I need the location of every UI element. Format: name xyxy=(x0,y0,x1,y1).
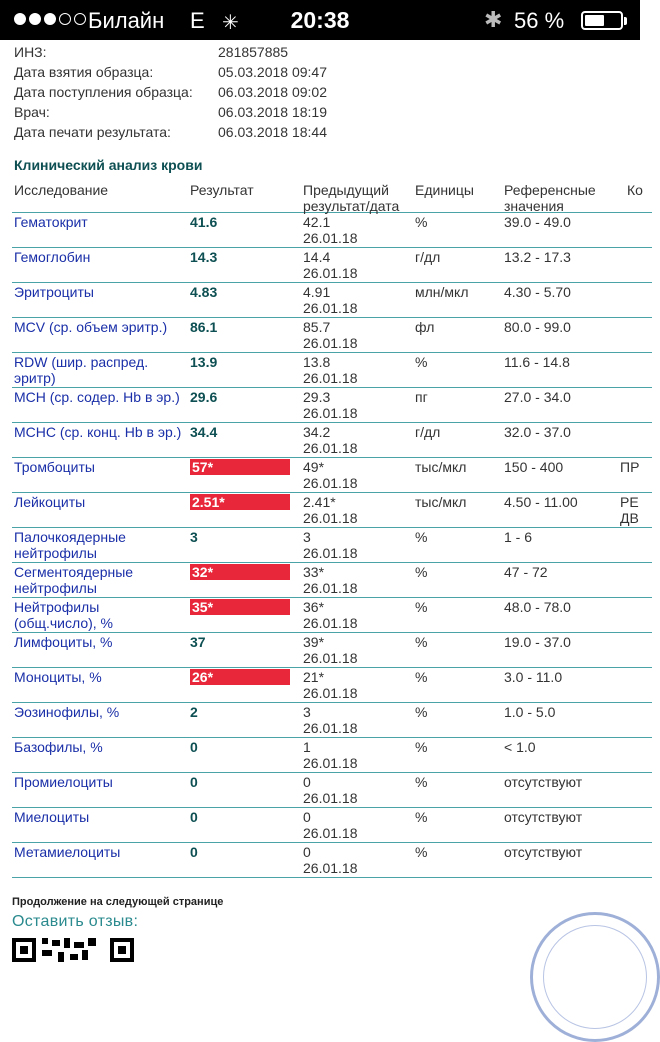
previous-result: 3 26.01.18 xyxy=(303,529,358,561)
battery-percent: 56 % xyxy=(514,8,565,33)
result-value: 35* xyxy=(190,599,290,615)
table-header xyxy=(12,180,652,213)
table-row xyxy=(12,633,652,668)
column-header-previous: Предыдущий результат/дата xyxy=(303,182,400,214)
unit: % xyxy=(415,634,428,650)
test-name-link[interactable]: MCHC (ср. конц. Hb в эр.) xyxy=(14,424,182,440)
table-row xyxy=(12,458,652,493)
unit: % xyxy=(415,774,428,790)
comment: РЕ ДВ xyxy=(620,494,639,526)
previous-result: 0 26.01.18 xyxy=(303,809,358,841)
test-name-link[interactable]: Палочкоядерные нейтрофилы xyxy=(14,529,126,561)
result-value: 32* xyxy=(190,564,290,580)
unit: % xyxy=(415,564,428,580)
battery-icon xyxy=(581,11,623,30)
previous-result: 1 26.01.18 xyxy=(303,739,358,771)
previous-result: 4.91 26.01.18 xyxy=(303,284,358,316)
previous-result: 21* 26.01.18 xyxy=(303,669,358,701)
previous-result: 49* 26.01.18 xyxy=(303,459,358,491)
table-body xyxy=(12,213,652,878)
table-row xyxy=(12,353,652,388)
table-row xyxy=(12,668,652,703)
reference-range: 150 - 400 xyxy=(504,459,564,475)
test-name-link[interactable]: Гемоглобин xyxy=(14,249,91,265)
info-label: Дата поступления образца: xyxy=(14,84,193,100)
test-name-link[interactable]: Миелоциты xyxy=(14,809,90,825)
column-header-comment: Ко xyxy=(627,182,643,198)
comment: ПР xyxy=(620,459,640,475)
results-table xyxy=(12,180,652,878)
unit: млн/мкл xyxy=(415,284,469,300)
unit: тыс/мкл xyxy=(415,494,467,510)
reference-range: отсутствуют xyxy=(504,774,583,790)
test-name-link[interactable]: Базофилы, % xyxy=(14,739,103,755)
info-value: 06.03.2018 18:44 xyxy=(218,124,327,140)
table-row xyxy=(12,703,652,738)
test-name-link[interactable]: MCH (ср. содер. Hb в эр.) xyxy=(14,389,180,405)
previous-result: 14.4 26.01.18 xyxy=(303,249,358,281)
result-value: 86.1 xyxy=(190,319,218,335)
reference-range: 27.0 - 34.0 xyxy=(504,389,571,405)
table-row xyxy=(12,773,652,808)
unit: % xyxy=(415,529,428,545)
reference-range: 80.0 - 99.0 xyxy=(504,319,571,335)
result-value: 34.4 xyxy=(190,424,218,440)
unit: % xyxy=(415,739,428,755)
result-value: 2 xyxy=(190,704,198,720)
table-row xyxy=(12,248,652,283)
test-name-link[interactable]: Тромбоциты xyxy=(14,459,95,475)
test-name-link[interactable]: Эозинофилы, % xyxy=(14,704,120,720)
table-row xyxy=(12,563,652,598)
result-value: 57* xyxy=(190,459,290,475)
result-value: 41.6 xyxy=(190,214,218,230)
result-value: 13.9 xyxy=(190,354,218,370)
info-label: Врач: xyxy=(14,104,50,120)
reference-range: 39.0 - 49.0 xyxy=(504,214,571,230)
table-row xyxy=(12,528,652,563)
unit: % xyxy=(415,844,428,860)
table-row xyxy=(12,493,652,528)
test-name-link[interactable]: Эритроциты xyxy=(14,284,94,300)
result-value: 2.51* xyxy=(190,494,290,510)
info-value: 06.03.2018 18:19 xyxy=(218,104,327,120)
activity-spinner-icon: ✳ xyxy=(222,12,239,34)
table-row xyxy=(12,738,652,773)
previous-result: 85.7 26.01.18 xyxy=(303,319,358,351)
status-bar xyxy=(0,0,640,40)
table-row xyxy=(12,318,652,353)
test-name-link[interactable]: Промиелоциты xyxy=(14,774,113,790)
test-name-link[interactable]: Моноциты, % xyxy=(14,669,102,685)
table-row xyxy=(12,598,652,633)
test-name-link[interactable]: MCV (ср. объем эритр.) xyxy=(14,319,168,335)
table-row xyxy=(12,388,652,423)
test-name-link[interactable]: RDW (шир. распред. эритр) xyxy=(14,354,149,386)
unit: г/дл xyxy=(415,424,441,440)
review-link[interactable]: Оставить отзыв: xyxy=(12,913,139,930)
reference-range: 13.2 - 17.3 xyxy=(504,249,571,265)
reference-range: отсутствуют xyxy=(504,809,583,825)
result-value: 29.6 xyxy=(190,389,218,405)
reference-range: отсутствуют xyxy=(504,844,583,860)
previous-result: 33* 26.01.18 xyxy=(303,564,358,596)
result-value: 26* xyxy=(190,669,290,685)
result-value: 37 xyxy=(190,634,206,650)
network-type: E xyxy=(190,8,205,33)
result-value: 4.83 xyxy=(190,284,218,300)
result-value: 0 xyxy=(190,809,198,825)
unit: % xyxy=(415,809,428,825)
previous-result: 42.1 26.01.18 xyxy=(303,214,358,246)
info-label: ИНЗ: xyxy=(14,44,47,60)
reference-range: 47 - 72 xyxy=(504,564,548,580)
previous-result: 0 26.01.18 xyxy=(303,774,358,806)
info-label: Дата печати результата: xyxy=(14,124,171,140)
table-row xyxy=(12,808,652,843)
test-name-link[interactable]: Метамиелоциты xyxy=(14,844,121,860)
test-name-link[interactable]: Нейтрофилы (общ.число), % xyxy=(14,599,113,631)
unit: г/дл xyxy=(415,249,441,265)
column-header-units: Единицы xyxy=(415,182,474,198)
result-value: 0 xyxy=(190,739,198,755)
reference-range: 19.0 - 37.0 xyxy=(504,634,571,650)
reference-range: 4.30 - 5.70 xyxy=(504,284,571,300)
test-name-link[interactable]: Гематокрит xyxy=(14,214,88,230)
column-header-test: Исследование xyxy=(14,182,109,198)
info-label: Дата взятия образца: xyxy=(14,64,154,80)
clock: 20:38 xyxy=(290,7,350,33)
continuation-note: Продолжение на следующей странице xyxy=(12,896,224,908)
reference-range: 32.0 - 37.0 xyxy=(504,424,571,440)
unit: фл xyxy=(415,319,435,335)
unit: % xyxy=(415,354,428,370)
table-row xyxy=(12,213,652,248)
info-value: 05.03.2018 09:47 xyxy=(218,64,327,80)
result-value: 0 xyxy=(190,844,198,860)
unit: % xyxy=(415,669,428,685)
test-name-link[interactable]: Сегментоядерные нейтрофилы xyxy=(14,564,134,596)
previous-result: 3 26.01.18 xyxy=(303,704,358,736)
previous-result: 39* 26.01.18 xyxy=(303,634,358,666)
reference-range: 1 - 6 xyxy=(504,529,533,545)
unit: пг xyxy=(415,389,428,405)
info-value: 281857885 xyxy=(218,44,289,60)
stamp-seal xyxy=(530,912,660,1042)
previous-result: 36* 26.01.18 xyxy=(303,599,358,631)
info-value: 06.03.2018 09:02 xyxy=(218,84,327,100)
reference-range: 48.0 - 78.0 xyxy=(504,599,571,615)
test-name-link[interactable]: Лимфоциты, % xyxy=(14,634,113,650)
result-value: 14.3 xyxy=(190,249,218,265)
previous-result: 0 26.01.18 xyxy=(303,844,358,876)
result-value: 3 xyxy=(190,529,198,545)
previous-result: 34.2 26.01.18 xyxy=(303,424,358,456)
column-header-reference: Референсные значения xyxy=(504,182,596,214)
table-row xyxy=(12,283,652,318)
carrier-name: Билайн xyxy=(88,8,165,33)
previous-result: 2.41* 26.01.18 xyxy=(303,494,358,526)
unit: % xyxy=(415,214,428,230)
reference-range: 1.0 - 5.0 xyxy=(504,704,556,720)
previous-result: 13.8 26.01.18 xyxy=(303,354,358,386)
previous-result: 29.3 26.01.18 xyxy=(303,389,358,421)
reference-range: < 1.0 xyxy=(504,739,536,755)
unit: тыс/мкл xyxy=(415,459,467,475)
column-header-result: Результат xyxy=(190,182,254,198)
result-value: 0 xyxy=(190,774,198,790)
qr-code-icon[interactable] xyxy=(12,938,134,962)
reference-range: 3.0 - 11.0 xyxy=(504,669,563,685)
test-name-link[interactable]: Лейкоциты xyxy=(14,494,86,510)
bluetooth-icon: ✱ xyxy=(484,7,503,32)
reference-range: 4.50 - 11.00 xyxy=(504,494,578,510)
table-row xyxy=(12,423,652,458)
battery-fill xyxy=(585,15,604,26)
reference-range: 11.6 - 14.8 xyxy=(504,354,570,370)
unit: % xyxy=(415,599,428,615)
unit: % xyxy=(415,704,428,720)
section-title: Клинический анализ крови xyxy=(14,157,203,173)
table-row xyxy=(12,843,652,878)
